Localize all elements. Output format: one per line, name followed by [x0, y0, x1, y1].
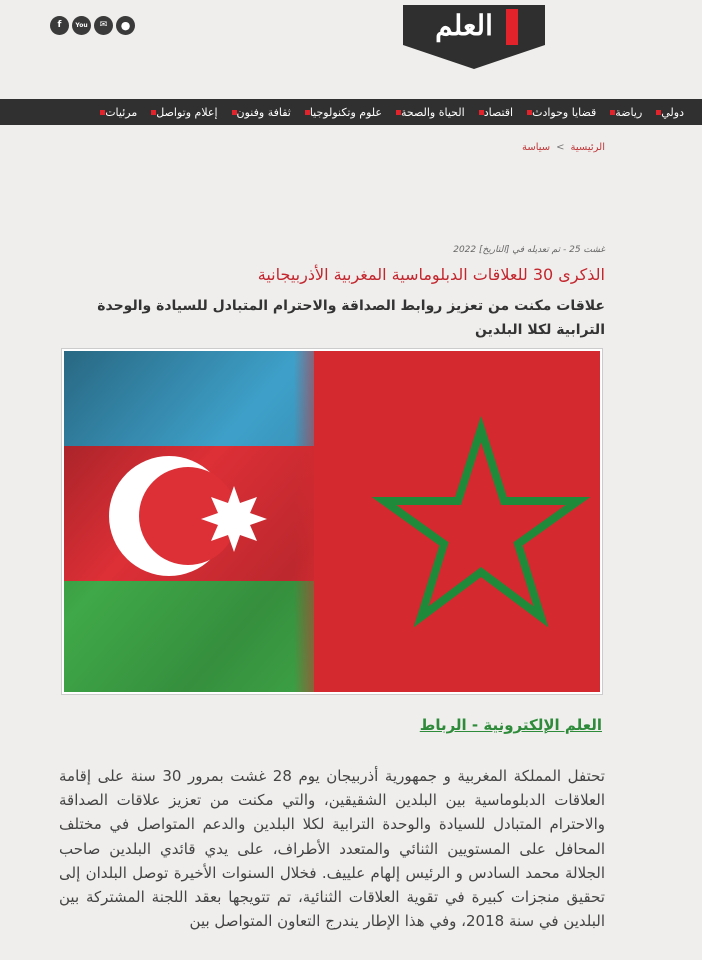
breadcrumb-separator: > — [556, 142, 565, 153]
flags-picture — [64, 351, 600, 692]
article-body: تحتفل المملكة المغربية و جمهورية أذربيجان يوم 28 غشت بمرور 30 سنة على إقامة العلاقات الدبلوماسية بين البلدين الشقيقين، والتي مكنت من تعزيز علاقات الصداقة والاحترام المتبادل للسيادة والوحدة الترابية لكلا البلدين والدعم المتواصل في مختلف المحافل على المستويين الثنائي والمتعدد الأطراف، على يدي قائدي البلدين صاحب الجلالة محمد السادس و الرئيس إلهام علييف. فخلال السنوات الأخيرة توصل البلدان إلى تحقيق منجزات كبيرة في تقوية العلاقات الثنائية، تم تتويجها بعقد اللجنة المشتركة بين البلدين في سنة 2018، وفي هذا الإطار يندرج التعاون المتواصل بين — [59, 767, 605, 931]
rss-icon[interactable]: ● — [116, 16, 135, 35]
breadcrumb — [522, 142, 605, 153]
bullet-icon — [100, 110, 105, 115]
bullet-icon — [527, 110, 532, 115]
breadcrumb-section[interactable]: سياسة — [521, 142, 551, 153]
article-meta: غشت 25 - تم تعديله في [التاريخ] 2022 — [453, 245, 605, 255]
youtube-icon[interactable]: You — [72, 16, 91, 35]
bullet-icon — [232, 110, 237, 115]
bullet-icon — [479, 110, 484, 115]
nav-item-videos[interactable] — [96, 106, 137, 119]
social-links — [50, 16, 135, 35]
article-image — [61, 348, 603, 695]
article-source-link[interactable]: العلم الإلكترونية - الرباط — [419, 716, 602, 734]
nav-item-media[interactable] — [147, 106, 217, 119]
nav-item-science[interactable] — [301, 106, 382, 119]
bullet-icon — [656, 110, 661, 115]
breadcrumb-home[interactable]: الرئيسية — [570, 142, 605, 153]
bullet-icon — [305, 110, 310, 115]
nav-label: قضايا وحوادث — [532, 105, 597, 119]
main-nav — [0, 99, 702, 125]
nav-label: علوم وتكنولوجيا — [309, 105, 382, 119]
nav-item-health[interactable] — [392, 106, 465, 119]
nav-label: الحياة والصحة — [400, 105, 465, 119]
facebook-icon[interactable]: f — [50, 16, 69, 35]
nav-label: دولي — [661, 105, 684, 119]
nav-label: ثقافة وفنون — [236, 105, 291, 119]
logo-text: العلم — [435, 9, 493, 42]
nav-item-international[interactable] — [652, 106, 684, 119]
nav-item-incidents[interactable] — [523, 106, 596, 119]
article-subtitle: علاقات مكنت من تعزيز روابط الصداقة والاحترام المتبادل للسيادة والوحدة الترابية لكلا البلدين — [97, 298, 605, 338]
nav-item-sports[interactable] — [606, 106, 642, 119]
nav-item-economy[interactable] — [475, 106, 513, 119]
article-title: الذكرى 30 للعلاقات الدبلوماسية المغربية الأذربيجانية — [257, 265, 605, 284]
nav-label: إعلام وتواصل — [156, 105, 218, 119]
nav-label: رياضة — [615, 105, 643, 119]
nav-label: مرئيات — [105, 105, 138, 119]
bullet-icon — [151, 110, 156, 115]
email-icon[interactable]: ✉ — [94, 16, 113, 35]
site-logo[interactable] — [403, 5, 545, 69]
bullet-icon — [396, 110, 401, 115]
bullet-icon — [610, 110, 615, 115]
nav-item-culture[interactable] — [228, 106, 291, 119]
nav-label: اقتصاد — [483, 105, 514, 119]
